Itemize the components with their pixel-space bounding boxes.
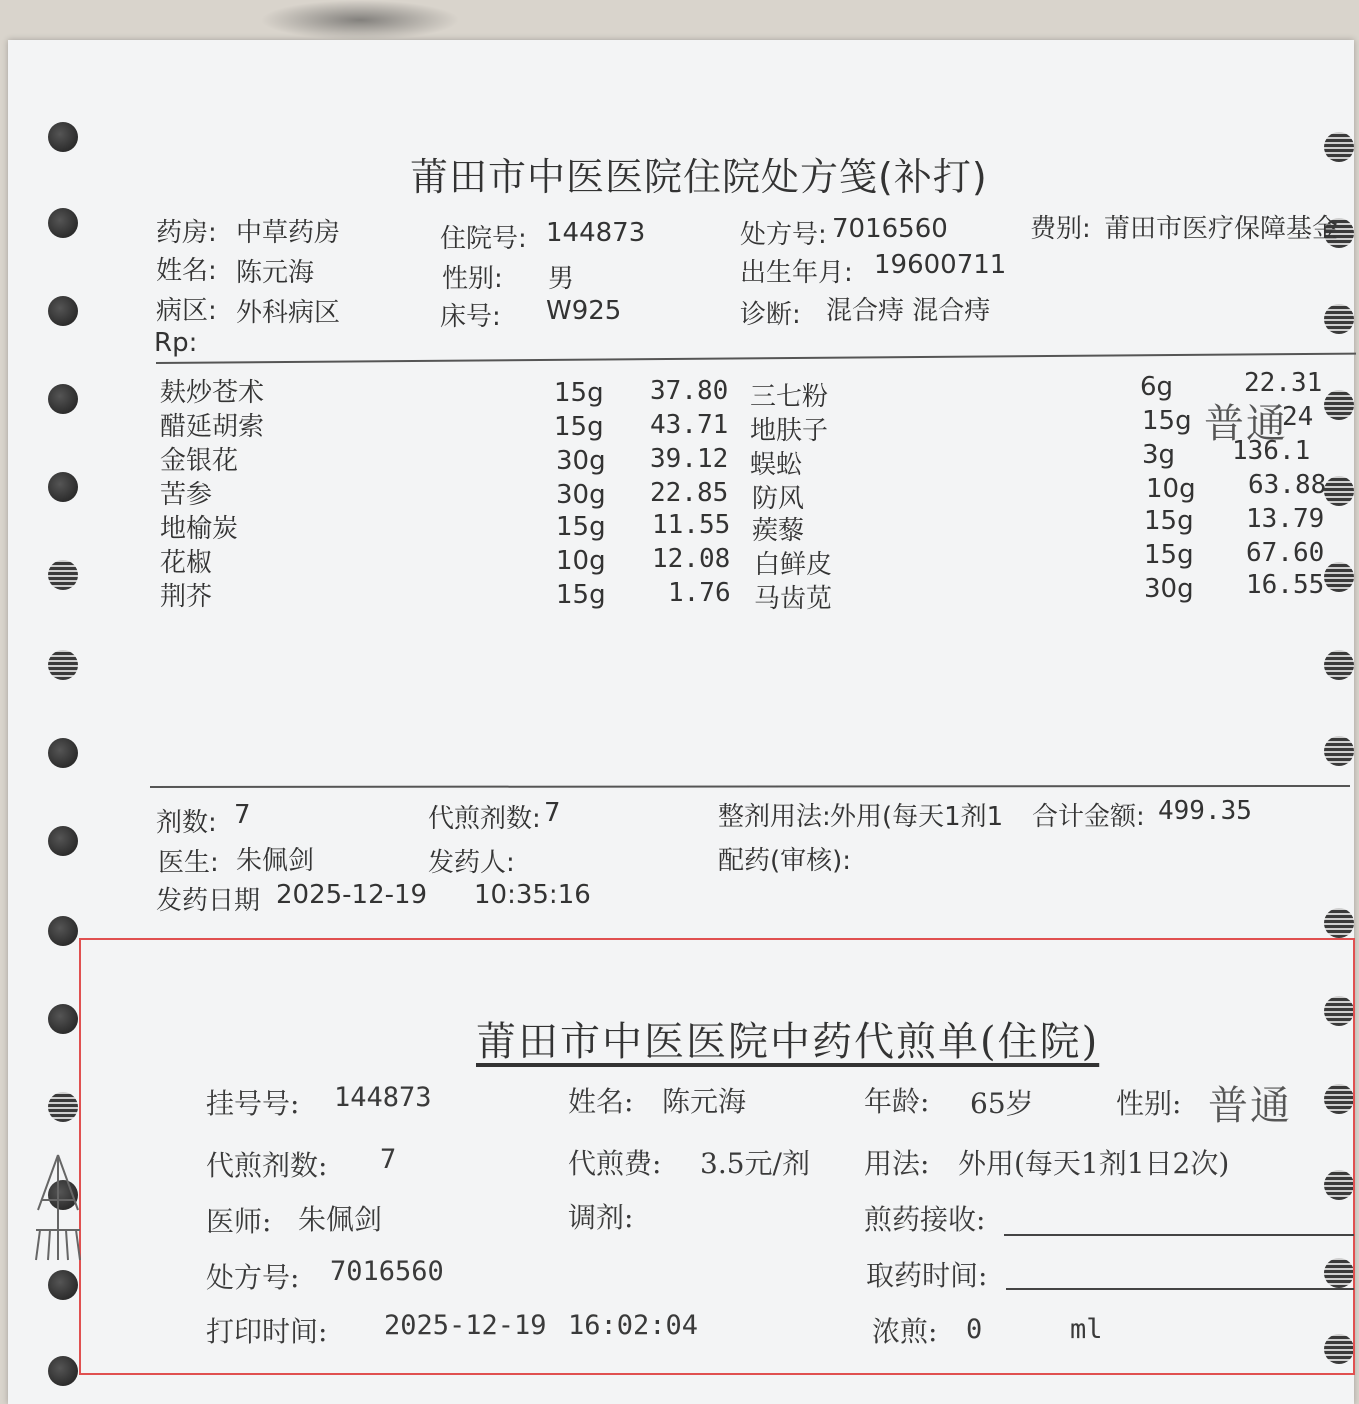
medicine-name: 白鲜皮 <box>754 550 833 580</box>
fee-value: 3.5元/剂 <box>700 1147 810 1180</box>
concentrate-unit: ml <box>1070 1314 1103 1345</box>
medicine-name: 马齿苋 <box>754 584 833 614</box>
fee-label: 代煎费: <box>568 1147 662 1180</box>
admission-label: 住院号: <box>440 224 527 254</box>
dispenser-label: 发药人: <box>428 848 515 878</box>
decoction-doses-label: 代煎剂数: <box>206 1149 328 1182</box>
name-label: 姓名: <box>156 256 217 286</box>
sprocket-hole <box>48 560 78 590</box>
bed-value: W925 <box>546 296 622 326</box>
print-time-label: 打印时间: <box>206 1315 328 1348</box>
concentrate-label: 浓煎: <box>872 1315 938 1348</box>
medicine-dose: 6g <box>1140 372 1174 402</box>
medicine-price: 22.85 <box>650 478 729 508</box>
medicine-dose: 15g <box>1144 540 1194 570</box>
decoction-gender-label: 性别: <box>1116 1087 1182 1120</box>
birth-value: 19600711 <box>874 250 1007 280</box>
medicine-name: 金银花 <box>160 446 239 476</box>
sprocket-hole <box>48 826 78 856</box>
medicine-price: 136.1 <box>1232 436 1311 466</box>
medicine-name: 地榆炭 <box>160 514 239 544</box>
sprocket-hole <box>48 738 78 768</box>
sprocket-hole <box>1324 736 1354 766</box>
usage-value: 外用(每天1剂1 <box>830 802 1004 832</box>
sprocket-hole <box>48 916 78 946</box>
gender-value: 男 <box>548 264 575 294</box>
rp-label: Rp: <box>154 328 198 358</box>
sprocket-hole <box>1324 562 1354 592</box>
medicine-dose: 3g <box>1142 440 1176 470</box>
name-value: 陈元海 <box>236 258 315 288</box>
usage-label: 整剂用法: <box>718 802 831 832</box>
total-value: 499.35 <box>1158 796 1252 826</box>
doses-label: 剂数: <box>156 808 217 838</box>
medicine-name: 蒺藜 <box>752 516 805 546</box>
doctor-label: 医生: <box>158 848 219 878</box>
decoct-doses-value: 7 <box>544 798 561 828</box>
sprocket-hole <box>1324 650 1354 680</box>
receive-signature-line <box>1004 1234 1354 1236</box>
pharmacist-label: 配药(审核): <box>718 846 852 876</box>
decoction-rx-value: 7016560 <box>330 1256 444 1287</box>
sprocket-hole <box>1324 132 1354 162</box>
pickup-label: 取药时间: <box>866 1259 988 1292</box>
decoction-name-label: 姓名: <box>568 1085 634 1118</box>
reg-label: 挂号号: <box>206 1087 300 1120</box>
medicine-price: 12.08 <box>652 544 731 574</box>
medicine-dose: 15g <box>554 412 604 442</box>
medicine-dose: 15g <box>556 580 606 610</box>
medicine-name: 醋延胡索 <box>160 412 265 442</box>
admission-value: 144873 <box>546 218 646 248</box>
reg-value: 144873 <box>334 1082 432 1113</box>
medicine-price: 39.12 <box>650 444 729 474</box>
medicine-price: 43.71 <box>650 410 729 440</box>
doctor-value: 朱佩剑 <box>236 846 315 876</box>
ward-label: 病区: <box>156 296 217 326</box>
pickup-signature-line <box>1006 1288 1354 1290</box>
medicine-price: 37.80 <box>650 376 729 406</box>
stamp-mark-bottom: 普通 <box>1208 1083 1292 1129</box>
sprocket-hole <box>1324 476 1354 506</box>
medicine-dose: 10g <box>1146 474 1196 504</box>
medicine-name: 蜈蚣 <box>750 450 803 480</box>
medicine-price: 16.55 <box>1246 570 1325 600</box>
medicine-price: 11.55 <box>652 510 731 540</box>
medicine-price: 1.76 <box>668 578 731 608</box>
sprocket-hole <box>48 296 78 326</box>
age-value: 65岁 <box>970 1087 1034 1120</box>
birth-label: 出生年月: <box>740 258 853 288</box>
decoction-title: 莆田市中医医院中药代煎单(住院) <box>476 1019 1100 1065</box>
sprocket-hole <box>48 1356 78 1386</box>
medicine-dose: 15g <box>1142 406 1192 436</box>
medicine-name: 麸炒苍术 <box>160 378 265 408</box>
decoction-usage-label: 用法: <box>864 1147 930 1180</box>
sprocket-hole <box>48 1004 78 1034</box>
stamp-mark-top: 普通 <box>1204 401 1288 447</box>
medicine-price: 67.60 <box>1246 538 1325 568</box>
physician-label: 医师: <box>206 1205 272 1238</box>
fee-type-value: 莆田市医疗保障基金 <box>1104 214 1339 244</box>
sprocket-hole <box>48 208 78 238</box>
receive-label: 煎药接收: <box>864 1203 986 1236</box>
sprocket-hole <box>1324 390 1354 420</box>
sprocket-hole <box>48 472 78 502</box>
decoction-rx-label: 处方号: <box>206 1261 300 1294</box>
physician-value: 朱佩剑 <box>298 1203 383 1236</box>
sprocket-hole <box>48 384 78 414</box>
decoction-name-value: 陈元海 <box>662 1085 747 1118</box>
age-label: 年龄: <box>864 1085 930 1118</box>
medicine-name: 花椒 <box>160 548 213 578</box>
bed-label: 床号: <box>440 302 501 332</box>
medicine-name: 三七粉 <box>750 382 829 412</box>
tower-logo-icon <box>28 1150 88 1270</box>
diagnosis-label: 诊断: <box>740 300 801 330</box>
medicine-dose: 10g <box>556 546 606 576</box>
sprocket-hole <box>1324 908 1354 938</box>
sprocket-hole <box>1324 304 1354 334</box>
medicine-dose: 15g <box>1144 506 1194 536</box>
medicine-name: 苦参 <box>160 480 213 510</box>
concentrate-value: 0 <box>966 1314 983 1345</box>
dispense-date-value: 2025-12-19 <box>276 880 428 910</box>
medicine-price: 63.88 <box>1248 470 1327 500</box>
medicine-price: 13.79 <box>1246 504 1325 534</box>
prescription-title: 莆田市中医医院住院处方笺(补打) <box>410 155 988 199</box>
medicine-price: 22.31 <box>1244 368 1323 398</box>
dispense-date-label: 发药日期 <box>156 886 261 916</box>
decoction-doses-value: 7 <box>380 1144 397 1175</box>
sprocket-hole <box>48 1092 78 1122</box>
ward-value: 外科病区 <box>236 298 341 328</box>
sprocket-hole <box>48 122 78 152</box>
medicine-name: 地肤子 <box>750 416 829 446</box>
medicine-dose: 30g <box>556 446 606 476</box>
medicine-name: 防风 <box>752 484 805 514</box>
pharmacy-label: 药房: <box>156 218 217 248</box>
diagnosis-value: 混合痔 混合痔 <box>826 296 991 326</box>
print-date-value: 2025-12-19 <box>384 1310 547 1341</box>
sprocket-hole <box>48 650 78 680</box>
decoct-doses-label: 代煎剂数: <box>428 804 541 834</box>
rx-no-label: 处方号: <box>740 220 827 250</box>
decoction-usage-value: 外用(每天1剂1日2次) <box>958 1147 1230 1180</box>
dispense-label: 调剂: <box>568 1201 634 1234</box>
medicine-dose: 15g <box>556 512 606 542</box>
medicine-name: 荆芥 <box>160 582 213 612</box>
total-label: 合计金额: <box>1032 802 1145 832</box>
medicine-dose: 30g <box>1144 574 1194 604</box>
doses-value: 7 <box>234 800 251 830</box>
pharmacy-value: 中草药房 <box>236 218 341 248</box>
print-time-value: 16:02:04 <box>568 1310 699 1341</box>
dispense-time-value: 10:35:16 <box>474 880 591 910</box>
fee-type-label: 费别: <box>1030 214 1091 244</box>
sprocket-hole <box>48 1270 78 1300</box>
medicine-price: 24 <box>1282 402 1314 432</box>
medicine-dose: 30g <box>556 480 606 510</box>
gender-label: 性别: <box>442 264 503 294</box>
medicine-dose: 15g <box>554 378 604 408</box>
top-shadow <box>260 0 460 40</box>
rx-no-value: 7016560 <box>832 214 948 244</box>
